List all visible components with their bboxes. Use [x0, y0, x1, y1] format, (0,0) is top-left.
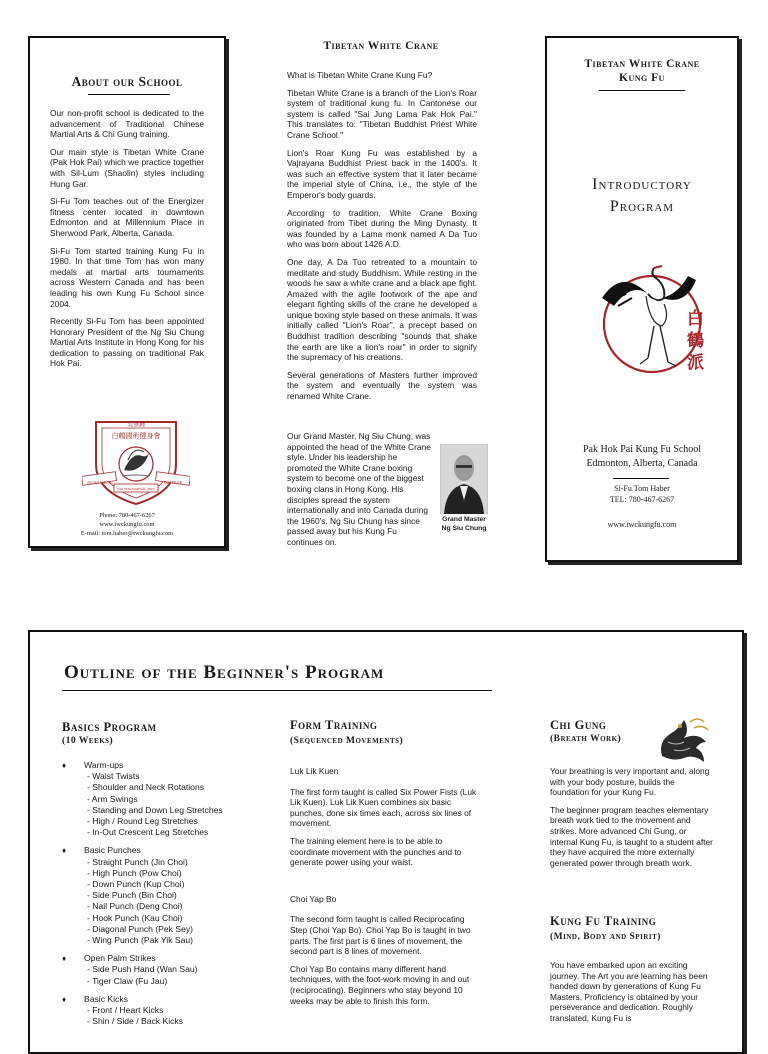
cover-web: www.twckungfu.com — [607, 520, 677, 529]
grandmaster-text: Our Grand Master, Ng Siu Chung, was appointed the head of the White Crane style. Under his leadership he promoted the White Crane boxing system to become one of the biggest boxing clans in Hong Kong. His disciples spread the system internationally and into Canada during the 1960's. Ng Siu Chung has since passed away but his Kung Fu continues on. — [287, 431, 431, 547]
svg-text:白鶴國術健身會: 白鶴國術健身會 — [111, 432, 161, 440]
list-item — [62, 994, 262, 1028]
form-heading-2: Choi Yap Bo — [290, 893, 337, 904]
list-subitem: - Shin / Side / Back Kicks — [87, 1016, 183, 1027]
list-subitem: - Hook Punch (Kau Choi) — [87, 912, 183, 923]
chinese-char-1: 白 — [687, 309, 704, 329]
dragon-icon — [654, 712, 714, 768]
group-label: Basic Kicks — [84, 993, 128, 1004]
cover-location: Edmonton, Alberta, Canada — [586, 458, 698, 469]
about-body — [50, 108, 204, 376]
list-subitem: - High Punch (Pow Choi) — [87, 867, 182, 878]
basics-title: Basics Program — [62, 720, 157, 734]
school-crest-logo — [82, 416, 190, 508]
list-subitem: - Down Punch (Kup Choi) — [87, 879, 185, 890]
list-item — [62, 953, 262, 987]
middle-paragraph: Tibetan White Crane is a branch of the Lion's Roar system of traditional kung fu. In Cantonese our system is called "Sai Jung Lama Pak Hok Pai." This translates to: "Tibetan Buddhist Priest White Crane School." — [287, 87, 477, 140]
crest-banner-right: INSTITUTE — [163, 481, 183, 485]
chigung-paragraph: The beginner program teaches elementary breath work tied to the movement and strikes. More advanced Chi Gung, or internal Kung Fu, is taught to a student after they have acquired the more externally generated power through breath work. — [550, 804, 713, 868]
chinese-char-3: 派 — [687, 353, 704, 373]
list-subitem: - Tiger Claw (Fu Jau) — [87, 975, 168, 986]
group-label: Open Palm Strikes — [84, 953, 156, 964]
grandmaster-photo — [440, 444, 488, 514]
chigung-paragraph: Your breathing is very important and, along with your body posture, builds the foundation for your Kung Fu. — [550, 766, 710, 798]
group-label: Basic Punches — [84, 845, 141, 856]
list-subitem: - Wing Punch (Pak Yik Sau) — [87, 935, 194, 946]
chigung-body — [550, 766, 716, 875]
about-paragraph: Our non-profit school is dedicated to the advancement of Traditional Chinese Martial Arts & Chi Gung training. — [50, 108, 204, 140]
cover-title-rule — [599, 90, 685, 91]
about-paragraph: Si-Fu Tom teaches out of the Energizer fitness center located in downtown Edmonton and at Millennium Place in Sherwood Park, Alberta, Canada. — [50, 196, 204, 238]
about-title-rule — [88, 94, 170, 95]
list-subitem: - Nail Punch (Deng Choi) — [87, 901, 183, 912]
about-title: About our School — [71, 74, 183, 89]
chigung-title: Chi Gung — [550, 718, 607, 732]
cover-tel: TEL: 780-467-6267 — [609, 495, 675, 504]
middle-title: Tibetan White Crane — [323, 40, 439, 52]
form-paragraph: The training element here is to be able to coordinate movement with the punches and to generate power using your waist. — [290, 835, 462, 868]
cover-title-line2: Kung Fu — [619, 72, 665, 84]
list-subitem: - Front / Heart Kicks — [87, 1005, 164, 1016]
about-paragraph: Recently Si-Fu Tom has been appointed Honorary President of the Ng Siu Chung Martial Arts Institute in Hong Kong for his dedication to passing on traditional Pak Hok Pai. — [50, 316, 204, 369]
list-subitem: - Shoulder and Neck Rotations — [87, 782, 205, 793]
about-web: www.twckungfu.com — [99, 521, 155, 528]
form-title: Form Training — [290, 718, 378, 732]
middle-paragraph: According to tradition, White Crane Boxing originated from Tibet during the Ming Dynasty. It was founded by a Lama monk named A Da Tuo who was born about 1426 A.D. — [287, 207, 477, 250]
list-item — [62, 845, 262, 946]
outline-title-rule — [62, 690, 492, 691]
about-email: E-mail: tom.haber@twckungfu.com — [80, 530, 174, 537]
list-subitem: - Side Punch (Bin Choi) — [87, 890, 177, 901]
cover-panel — [545, 36, 739, 562]
about-paragraph: Si-Fu Tom started training Kung Fu in 1980. In that time Tom has won many medals at martial arts tournaments across Western Canada and has been leading his own Kung Fu School since 2004. — [50, 245, 204, 309]
list-subitem: - Side Push Hand (Wan Sau) — [87, 964, 198, 975]
form-paragraph: The first form taught is called Six Power Fists (Luk Lik Kuen). Luk Lik Kuen combines six basic punches, done six times each, across six lines of movement. — [290, 786, 477, 829]
crest-banner-left: NG SIU CHUNG — [87, 481, 113, 485]
cover-school: Pak Hok Pai Kung Fu School — [582, 444, 702, 455]
list-subitem: - In-Out Crescent Leg Stretches — [87, 827, 209, 838]
chinese-char-2: 鶴 — [687, 331, 704, 351]
form-paragraph: The second form taught is called Reciprocating Step (Choi Yap Bo). Choi Yap Bo is taught in two parts. The first part is 6 lines of movement, the second part is 8 lines of movement. — [290, 914, 471, 957]
form-heading-1: Luk Lik Kuen — [290, 766, 339, 776]
list-subitem: - High / Round Leg Stretches — [87, 816, 198, 827]
middle-body — [287, 70, 477, 409]
middle-paragraph: Several generations of Masters further improved the system and eventually the system was renamed White Crane. — [287, 369, 477, 402]
list-subitem: - Straight Punch (Jin Choi) — [87, 856, 188, 867]
list-item — [62, 760, 262, 838]
kungfu-paragraph: You have embarked upon an exciting journey. The Art you are learning has been handed down by generations of Kung Fu Masters. Proficiency is obtained by your perseverance and dedication. Roughly translated, Kung Fu is — [550, 960, 708, 1023]
group-label: Warm-ups — [84, 760, 124, 770]
form-subtitle: (Sequenced Movements) — [290, 736, 404, 746]
kungfu-title: Kung Fu Training — [550, 914, 657, 928]
form-body — [290, 766, 480, 1013]
chigung-subtitle: (Breath Work) — [550, 734, 622, 744]
crest-banner-center: PAK HOK MARTIAL ARTS — [117, 487, 155, 491]
kungfu-body — [550, 960, 716, 1031]
list-subitem: - Arm Swings — [87, 793, 138, 804]
list-subitem: - Waist Twists — [87, 771, 140, 782]
form-paragraph: Choi Yap Bo contains many different hand techniques, with the foot-work moving in and out (reciprocating). Beginners who stay beyond 10 weeks may be able to finish this form. — [290, 963, 470, 1006]
cover-teacher: Si-Fu Tom Haber — [614, 484, 670, 493]
list-subitem: - Diagonal Punch (Pek Sey) — [87, 923, 194, 934]
cover-program-line2: Program — [609, 198, 675, 215]
svg-text:吳肇鍾: 吳肇鍾 — [126, 421, 146, 429]
outline-page — [28, 630, 744, 1054]
cover-program-line1: Introductory — [592, 176, 692, 193]
basics-subtitle: (10 Weeks) — [62, 736, 114, 746]
about-paragraph: Our main style is Tibetan White Crane (Pak Hok Pai) which we practice together with Sil-Lum (Shaolin) styles including Hung Gar. — [50, 146, 204, 189]
photo-caption-line2: Ng Siu Chung — [441, 525, 487, 532]
about-panel — [28, 36, 226, 548]
list-subitem: - Standing and Down Leg Stretches — [87, 804, 223, 815]
photo-caption-line1: Grand Master — [442, 516, 486, 523]
kungfu-subtitle: (Mind, Body and Spirit) — [550, 932, 661, 942]
middle-paragraph: Lion's Roar Kung Fu was established by a Vajrayana Buddhist Priest back in the 1400's. It was such an effective system that it later became the imperial style of China, i.e., the style of the Emperor's body guards. — [287, 147, 477, 200]
basics-list — [62, 760, 262, 1034]
middle-question: What is Tibetan White Crane Kung Fu? — [287, 70, 433, 80]
cover-title-line1: Tibetan White Crane — [584, 58, 700, 70]
about-phone: Phone: 780-467-6267 — [99, 512, 155, 519]
outline-title: Outline of the Beginner's Program — [64, 662, 385, 683]
middle-paragraph: One day, A Da Tuo retreated to a mountain to meditate and study Buddhism. While resting in the woods he saw a white crane and a black ape fight. Amazed with the agile footwork of the ape and elegant fighting skills of the crane he developed a unique boxing style based on these animals. It was initially called "Lion's Roar", a precept based on Buddhist tradition describing "sounds that shake the earth are like a lion's roar" in order to signify the supremacy of his creations. — [287, 256, 477, 363]
cover-rule — [613, 478, 669, 479]
